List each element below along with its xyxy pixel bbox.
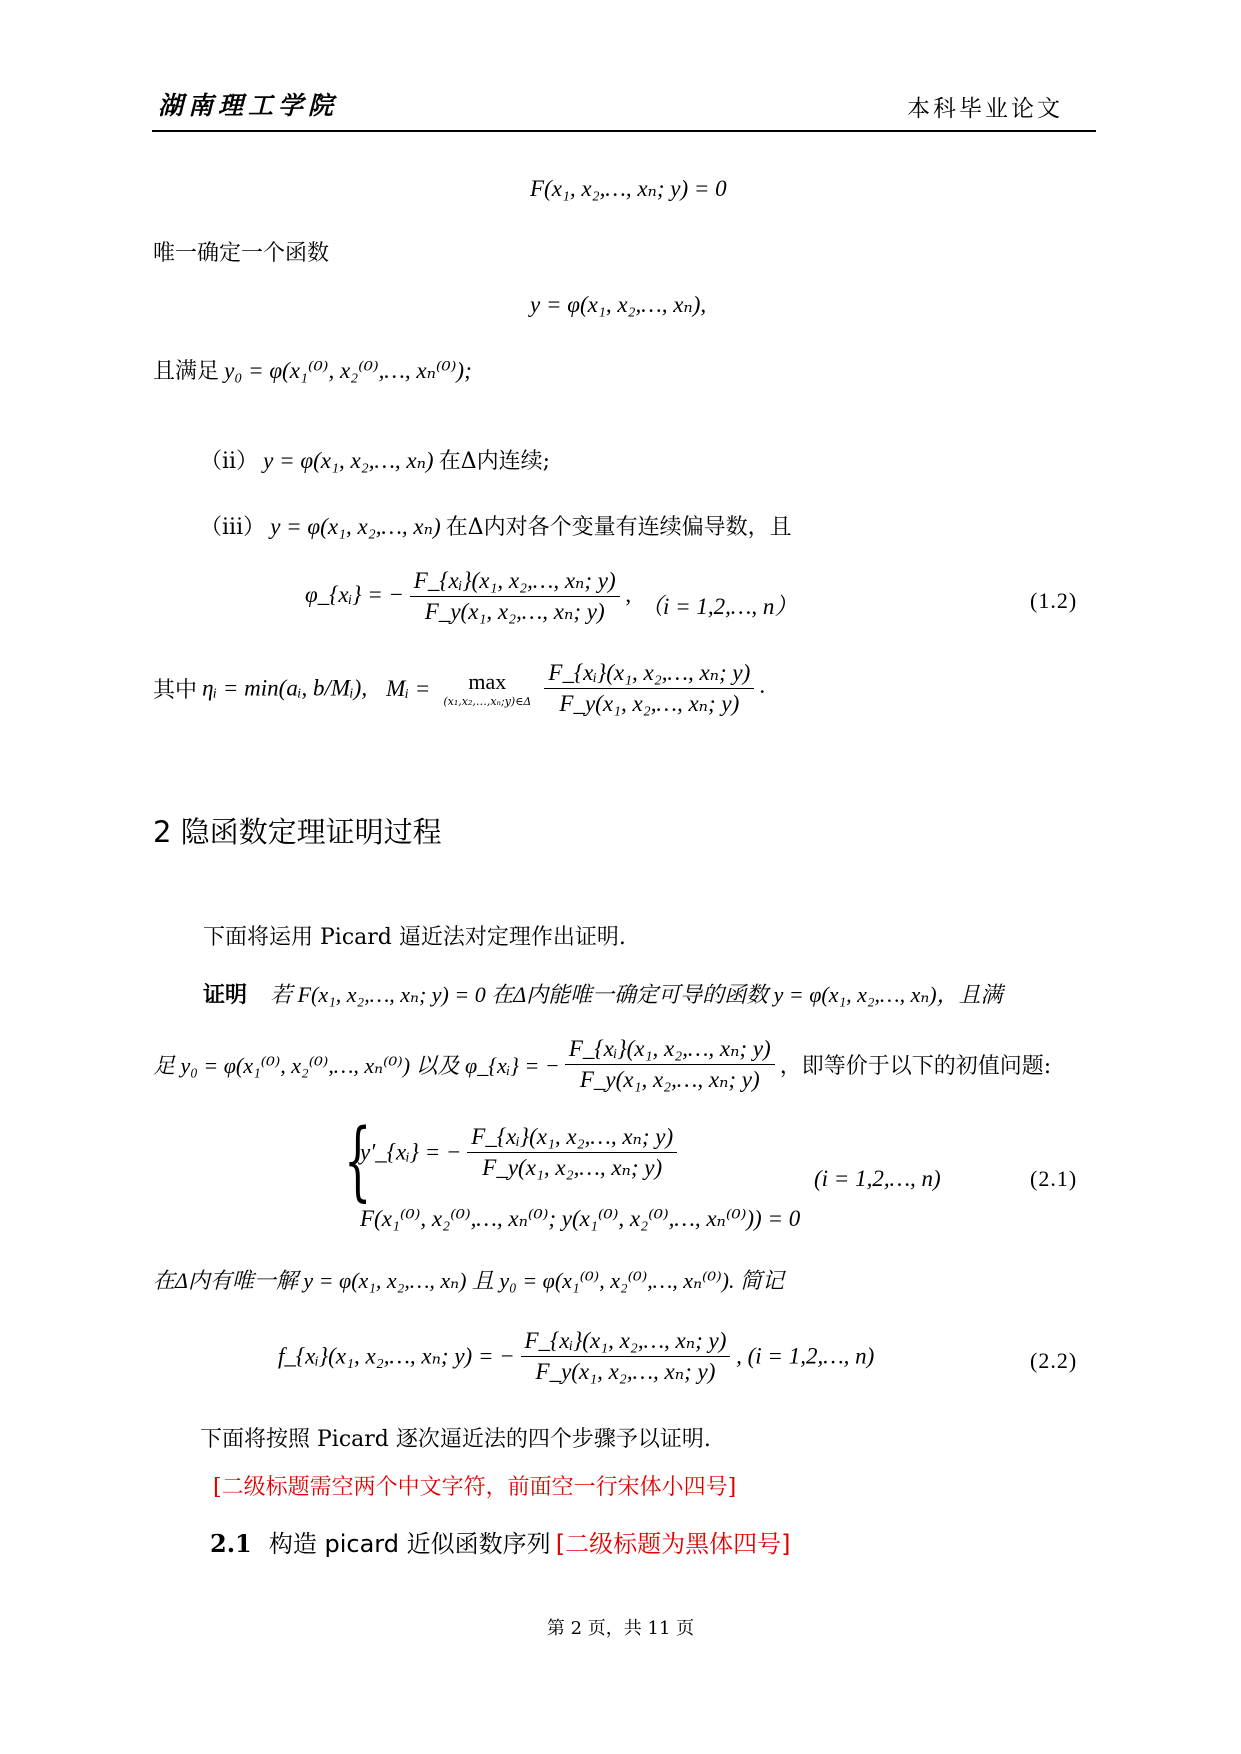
equation-implicit: F(x₁, x₂,…, xₙ; y) = 0 xyxy=(530,176,727,201)
equation-1-2: φ_{xᵢ} = − $\frac{\text{F\_\{xᵢ\}(x₁, x₂,…, xₙ; y)}}{\text{F\_y(x₁, x₂,…, xₙ; y)}}$ , xyxy=(305,568,632,624)
eq12-fraction xyxy=(410,568,620,625)
satisfy-prefix: 且满足 xyxy=(153,359,220,384)
eq22-lhs: f_{xᵢ}(x₁, x₂,…, xₙ; y) = − xyxy=(278,1343,515,1369)
next-steps-paragraph: 下面将按照 Picard 逐次逼近法的四个步骤予以证明. xyxy=(200,1427,711,1452)
eq12-condition: （i = 1,2,…, n） xyxy=(640,594,798,619)
proof-line-1 xyxy=(203,978,1003,1009)
format-note: [二级标题需空两个中文字符，前面空一行宋体小四号] xyxy=(213,1475,737,1500)
eq22-numerator: F_{xᵢ}(x₁, x₂,…, xₙ; y) xyxy=(521,1328,731,1357)
system-brace: { xyxy=(344,1111,372,1211)
max-label: max xyxy=(468,669,507,694)
item-iii xyxy=(200,510,792,541)
M-definition-lhs: Mᵢ = xyxy=(386,675,431,701)
item-iii-label: （iii） xyxy=(200,515,266,540)
proof-text-2b: ，即等价于以下的初值问题: xyxy=(779,1054,1052,1079)
school-name: 湖南理工学院 xyxy=(158,91,339,120)
subsection-heading xyxy=(210,1524,790,1559)
system-condition: (i = 1,2,…, n) xyxy=(814,1166,941,1191)
equation-2-2 xyxy=(278,1328,874,1385)
system-line-2: F(x₁⁽⁰⁾, x₂⁽⁰⁾,…, xₙ⁽⁰⁾; y(x₁⁽⁰⁾, x₂⁽⁰⁾,…, xₙ⁽⁰⁾)) = 0 xyxy=(360,1206,801,1231)
system-numerator: F_{xᵢ}(x₁, x₂,…, xₙ; y) xyxy=(467,1124,677,1153)
satisfy-line xyxy=(153,354,472,385)
item-ii xyxy=(200,444,550,475)
equation-y-phi: y = φ(x₁, x₂,…, xₙ), xyxy=(530,292,707,317)
item-ii-math: y = φ(x₁, x₂,…, xₙ) xyxy=(263,448,434,473)
text-unique-function: 唯一确定一个函数 xyxy=(153,241,330,266)
unique-solution-text: 在Δ内有唯一解 y = φ(x₁, x₂,…, xₙ) 且 y₀ = φ(x₁⁽⁰⁾, x₂⁽⁰⁾,…, xₙ⁽⁰⁾). 简记 xyxy=(153,1268,784,1293)
system-fraction xyxy=(467,1124,677,1181)
proof-text-1: 若 F(x₁, x₂,…, xₙ; y) = 0 在Δ内能唯一确定可导的函数 y = φ(x₁, x₂,…, xₙ)，且满 xyxy=(270,982,1003,1007)
eq22-denominator: F_y(x₁, x₂,…, xₙ; y) xyxy=(535,1359,716,1384)
proof-label: 证明 xyxy=(203,983,248,1008)
subsection-title: 构造 picard 近似函数序列 xyxy=(268,1530,551,1558)
eq22-number: (2.2) xyxy=(1030,1348,1078,1373)
proof-denominator: F_y(x₁, x₂,…, xₙ; y) xyxy=(579,1067,760,1092)
M-numerator: F_{xᵢ}(x₁, x₂,…, xₙ; y) xyxy=(544,660,754,689)
proof-numerator: F_{xᵢ}(x₁, x₂,…, xₙ; y) xyxy=(565,1036,775,1065)
max-range: (x₁,x₂,…,xₙ;y)∈Δ xyxy=(443,695,532,708)
proof-line-2 xyxy=(153,1036,1051,1093)
eq22-fraction xyxy=(521,1328,731,1385)
proof-text-2a: 足 y₀ = φ(x₁⁽⁰⁾, x₂⁽⁰⁾,…, xₙ⁽⁰⁾) 以及 φ_{xᵢ} = − xyxy=(153,1053,560,1078)
where-prefix: 其中 xyxy=(153,678,198,703)
system-lhs: y′_{xᵢ} = − xyxy=(360,1139,462,1165)
page-number: 第 2 页，共 11 页 xyxy=(546,1618,695,1639)
item-ii-text: 在Δ内连续; xyxy=(438,449,550,474)
system-line-1 xyxy=(360,1124,677,1181)
eq12-denominator: F_y(x₁, x₂,…, xₙ; y) xyxy=(424,599,605,624)
max-operator xyxy=(439,669,535,708)
document-type: 本科毕业论文 xyxy=(907,96,1063,122)
eq12-number: (1.2) xyxy=(1030,588,1078,613)
item-ii-label: （ii） xyxy=(200,449,259,474)
where-definitions: 其中 ηᵢ = min(aᵢ, b/Mᵢ), Mᵢ = max (x₁,x₂,…,xₙ;y)∈Δ $\frac{\text{F\_\{xᵢ\}(x₁, x₂,…, xₙ; y)}}{\text{F\_y(x₁, x₂,…, xₙ; y)}}$ . xyxy=(153,660,766,716)
item-iii-text: 在Δ内对各个变量有连续偏导数，且 xyxy=(445,515,792,540)
eq12-lhs: φ_{xᵢ} = − xyxy=(305,581,405,607)
eta-definition: ηᵢ = min(aᵢ, b/Mᵢ), xyxy=(202,675,368,701)
item-iii-math: y = φ(x₁, x₂,…, xₙ) xyxy=(270,514,441,539)
M-denominator: F_y(x₁, x₂,…, xₙ; y) xyxy=(559,691,740,716)
equation-y0: y₀ = φ(x₁⁽⁰⁾, x₂⁽⁰⁾,…, xₙ⁽⁰⁾); xyxy=(224,358,472,383)
header-divider xyxy=(152,130,1096,132)
eq21-number: (2.1) xyxy=(1030,1166,1078,1191)
M-fraction xyxy=(544,660,754,717)
subsection-note: [二级标题为黑体四号] xyxy=(555,1530,791,1558)
proof-fraction xyxy=(565,1036,775,1093)
intro-paragraph: 下面将运用 Picard 逼近法对定理作出证明. xyxy=(203,925,626,950)
eq12-numerator: F_{xᵢ}(x₁, x₂,…, xₙ; y) xyxy=(410,568,620,597)
subsection-number: 2.1 xyxy=(210,1529,252,1558)
section-heading: 2 隐函数定理证明过程 xyxy=(153,815,442,849)
system-denominator: F_y(x₁, x₂,…, xₙ; y) xyxy=(482,1155,663,1180)
eq22-condition: , (i = 1,2,…, n) xyxy=(736,1343,875,1369)
